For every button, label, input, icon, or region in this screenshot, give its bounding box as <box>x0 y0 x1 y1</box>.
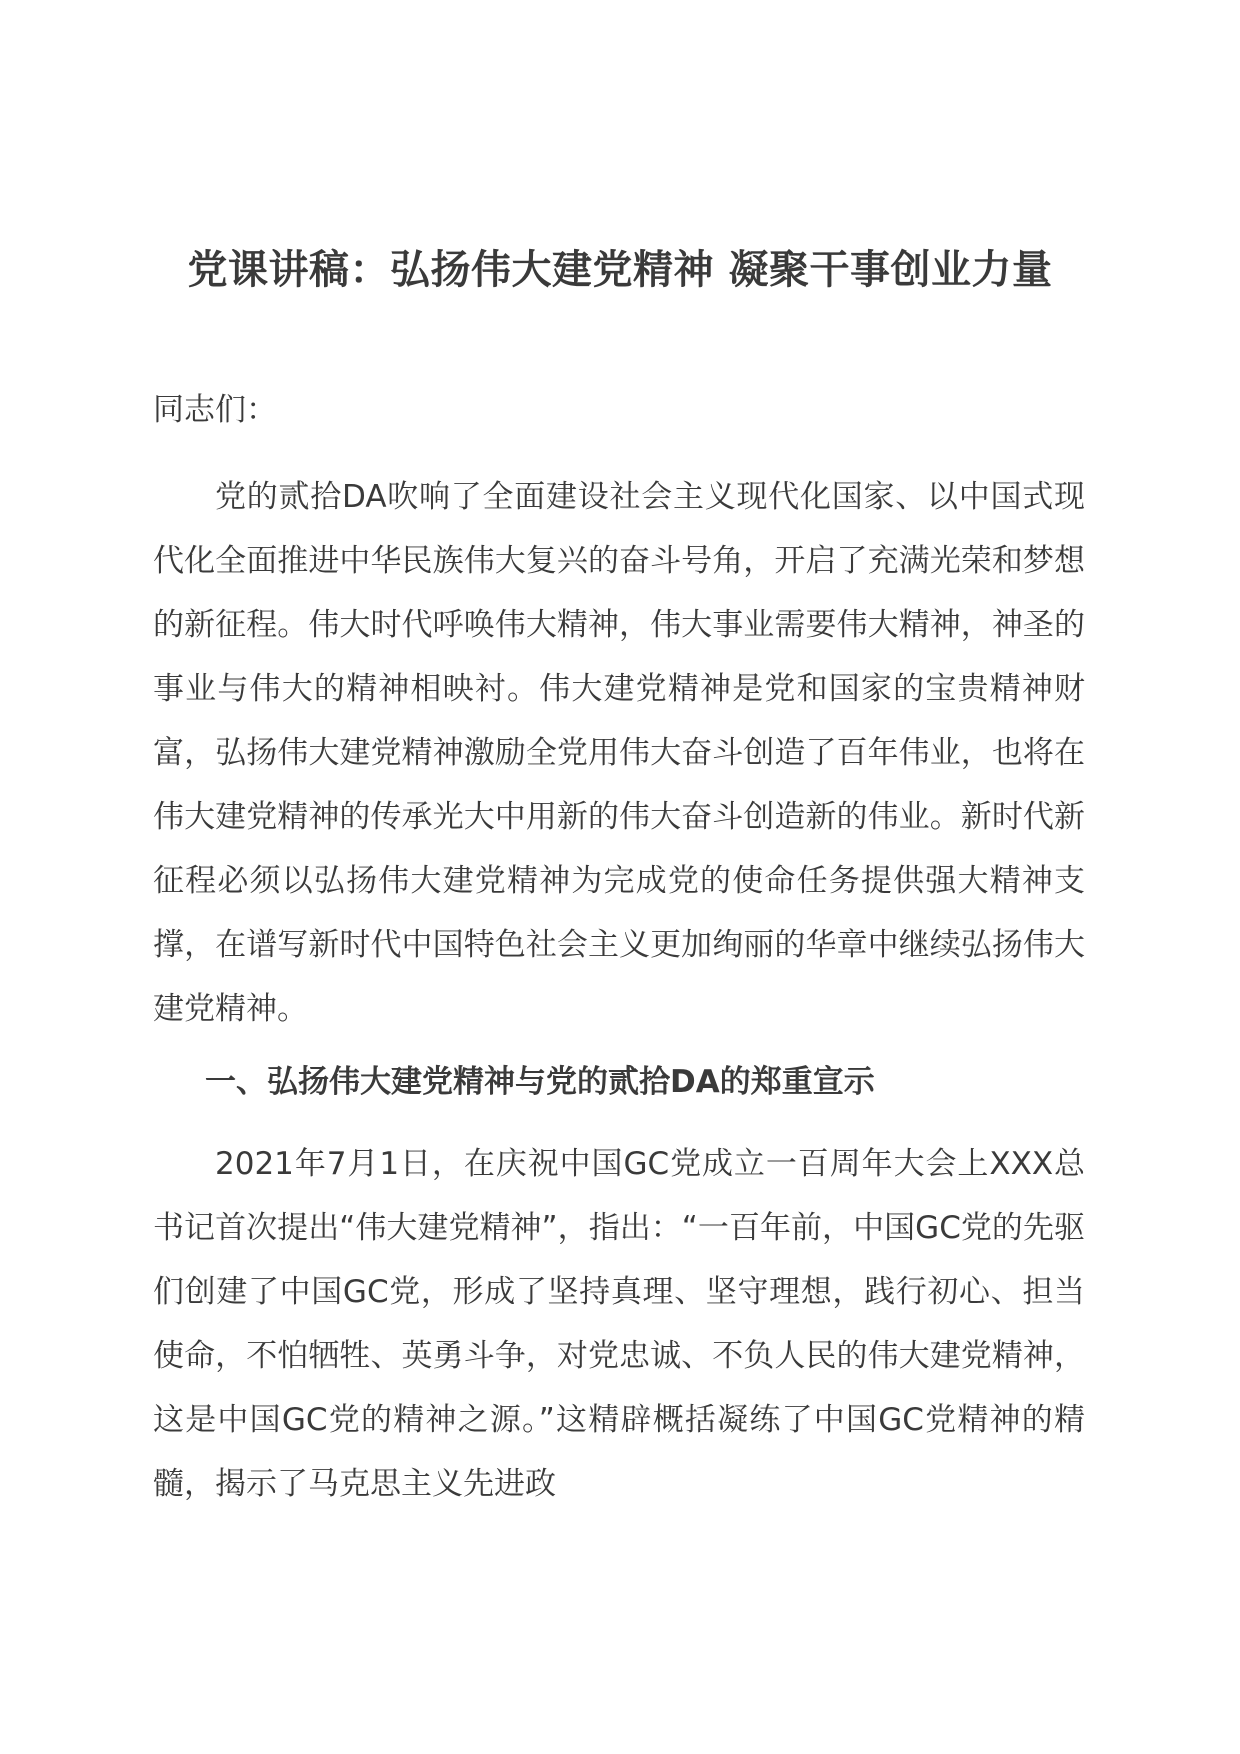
document-title: 党课讲稿：弘扬伟大建党精神 凝聚干事创业力量 <box>187 247 1053 293</box>
salutation: 同志们： <box>153 392 277 428</box>
body-paragraph: 2021年7月1日，在庆祝中国GC党成立一百周年大会上XXX总书记首次提出“伟大建党精神”，指出：“一百年前，中国GC党的先驱们创建了中国GC党，形成了坚持真理、坚守理想，践行初心、担当使命，不怕牺牲、英勇斗争，对党忠诚、不负人民的伟大建党精神，这是中国GC党的精神之源。”这精辟概括凝练了中国GC党精神的精髓，揭示了马克思主义先进政 <box>153 1146 1085 1502</box>
body-paragraph: 党的贰拾DA吹响了全面建设社会主义现代化国家、以中国式现代化全面推进中华民族伟大复兴的奋斗号角，开启了充满光荣和梦想的新征程。伟大时代呼唤伟大精神，伟大事业需要伟大精神，神圣的事业与伟大的精神相映衬。伟大建党精神是党和国家的宝贵精神财富，弘扬伟大建党精神激励全党用伟大奋斗创造了百年伟业，也将在伟大建党精神的传承光大中用新的伟大奋斗创造新的伟业。新时代新征程必须以弘扬伟大建党精神为完成党的使命任务提供强大精神支撑，在谱写新时代中国特色社会主义更加绚丽的华章中继续弘扬伟大建党精神。 <box>153 479 1085 1027</box>
section-heading: 一、弘扬伟大建党精神与党的贰拾DA的郑重宣示 <box>205 1064 875 1100</box>
